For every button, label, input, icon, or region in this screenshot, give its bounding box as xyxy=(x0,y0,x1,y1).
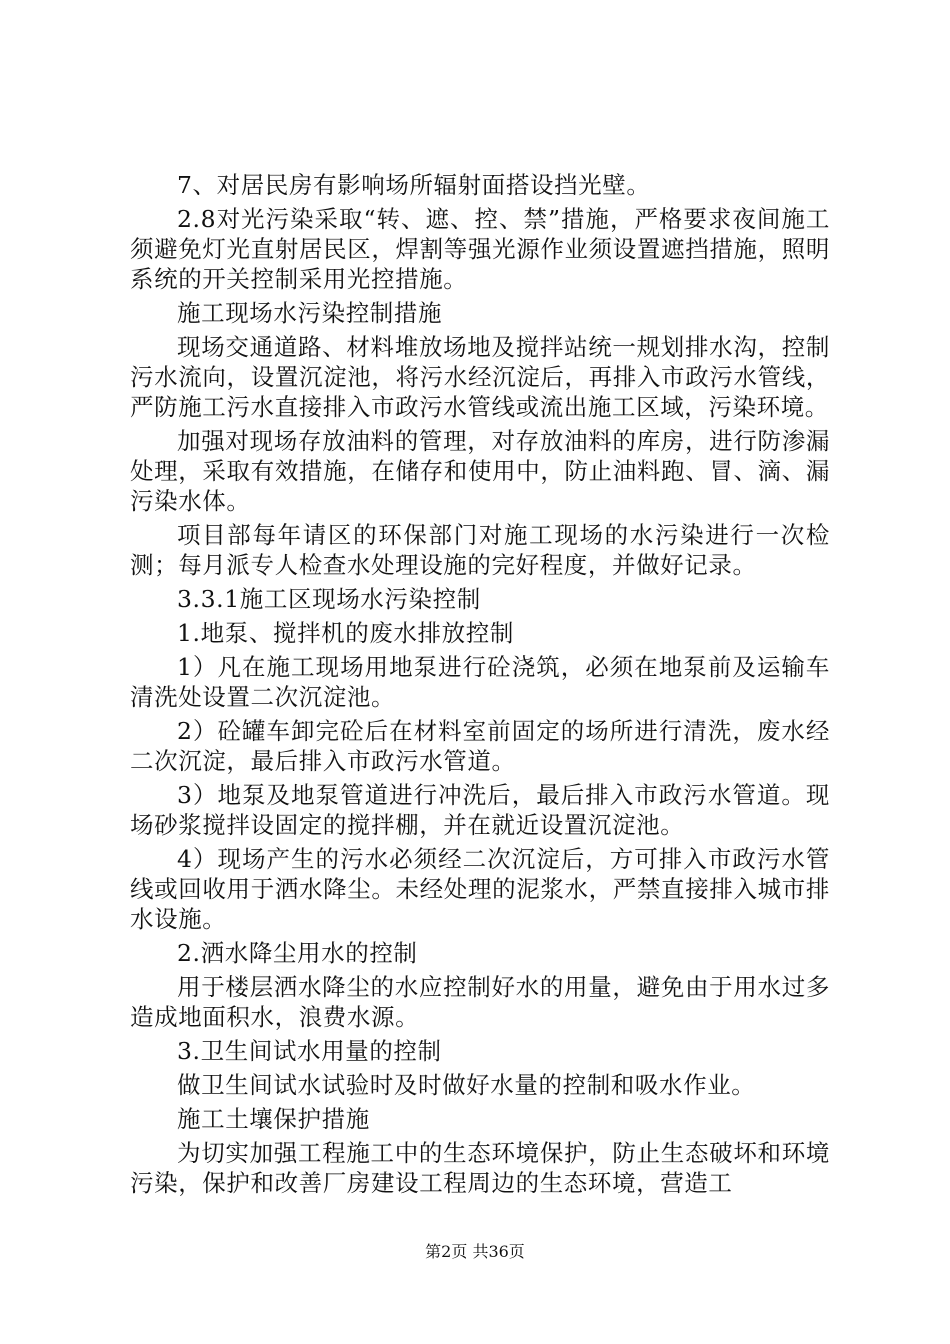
page-footer: 第2页 共36页 xyxy=(425,1242,525,1261)
subsection-heading-3-3-1: 3.3.1施工区现场水污染控制 xyxy=(177,585,481,613)
paragraph-1: 7、对居民房有影响场所辐射面搭设挡光壁。 xyxy=(177,171,651,199)
list-item-3: 3）地泵及地泵管道进行冲洗后，最后排入市政污水管道。现场砂浆搅拌设固定的搅拌棚，并在就近设置沉淀池。 xyxy=(130,781,830,839)
list-item-1: 1）凡在施工现场用地泵进行砼浇筑，必须在地泵前及运输车清洗处设置二次沉淀池。 xyxy=(130,653,830,711)
paragraph-2: 2.8对光污染采取“转、遮、控、禁”措施，严格要求夜间施工须避免灯光直射居民区，焊割等强光源作业须设置遮挡措施，照明系统的开关控制采用光控措施。 xyxy=(130,205,830,293)
list-item-4: 4）现场产生的污水必须经二次沉淀后，方可排入市政污水管线或回收用于洒水降尘。未经处理的泥浆水，严禁直接排入城市排水设施。 xyxy=(130,845,830,933)
item-heading-1: 1.地泵、搅拌机的废水排放控制 xyxy=(177,619,514,647)
document-body xyxy=(130,170,830,1202)
section-heading-soil-protection: 施工土壤保护措施 xyxy=(177,1105,370,1133)
paragraph-5: 加强对现场存放油料的管理，对存放油料的库房，进行防渗漏处理，采取有效措施，在储存和使用中，防止油料跑、冒、滴、漏污染水体。 xyxy=(130,427,830,515)
item-heading-3: 3.卫生间试水用量的控制 xyxy=(177,1037,442,1065)
section-heading-water-pollution: 施工现场水污染控制措施 xyxy=(177,299,443,327)
paragraph-16: 做卫生间试水试验时及时做好水量的控制和吸水作业。 xyxy=(177,1071,756,1099)
paragraph-6: 项目部每年请区的环保部门对施工现场的水污染进行一次检测；每月派专人检查水处理设施的完好程度，并做好记录。 xyxy=(130,521,830,579)
item-heading-2: 2.洒水降尘用水的控制 xyxy=(177,939,418,967)
paragraph-14: 用于楼层洒水降尘的水应控制好水的用量，避免由于用水过多造成地面积水，浪费水源。 xyxy=(130,973,830,1031)
list-item-2: 2）砼罐车卸完砼后在材料室前固定的场所进行清洗，废水经二次沉淀，最后排入市政污水管道。 xyxy=(130,717,830,775)
paragraph-18: 为切实加强工程施工中的生态环境保护，防止生态破坏和环境污染，保护和改善厂房建设工程周边的生态环境，营造工 xyxy=(130,1139,830,1197)
paragraph-4: 现场交通道路、材料堆放场地及搅拌站统一规划排水沟，控制污水流向，设置沉淀池，将污水经沉淀后，再排入市政污水管线，严防施工污水直接排入市政污水管线或流出施工区域，污染环境。 xyxy=(130,333,830,421)
